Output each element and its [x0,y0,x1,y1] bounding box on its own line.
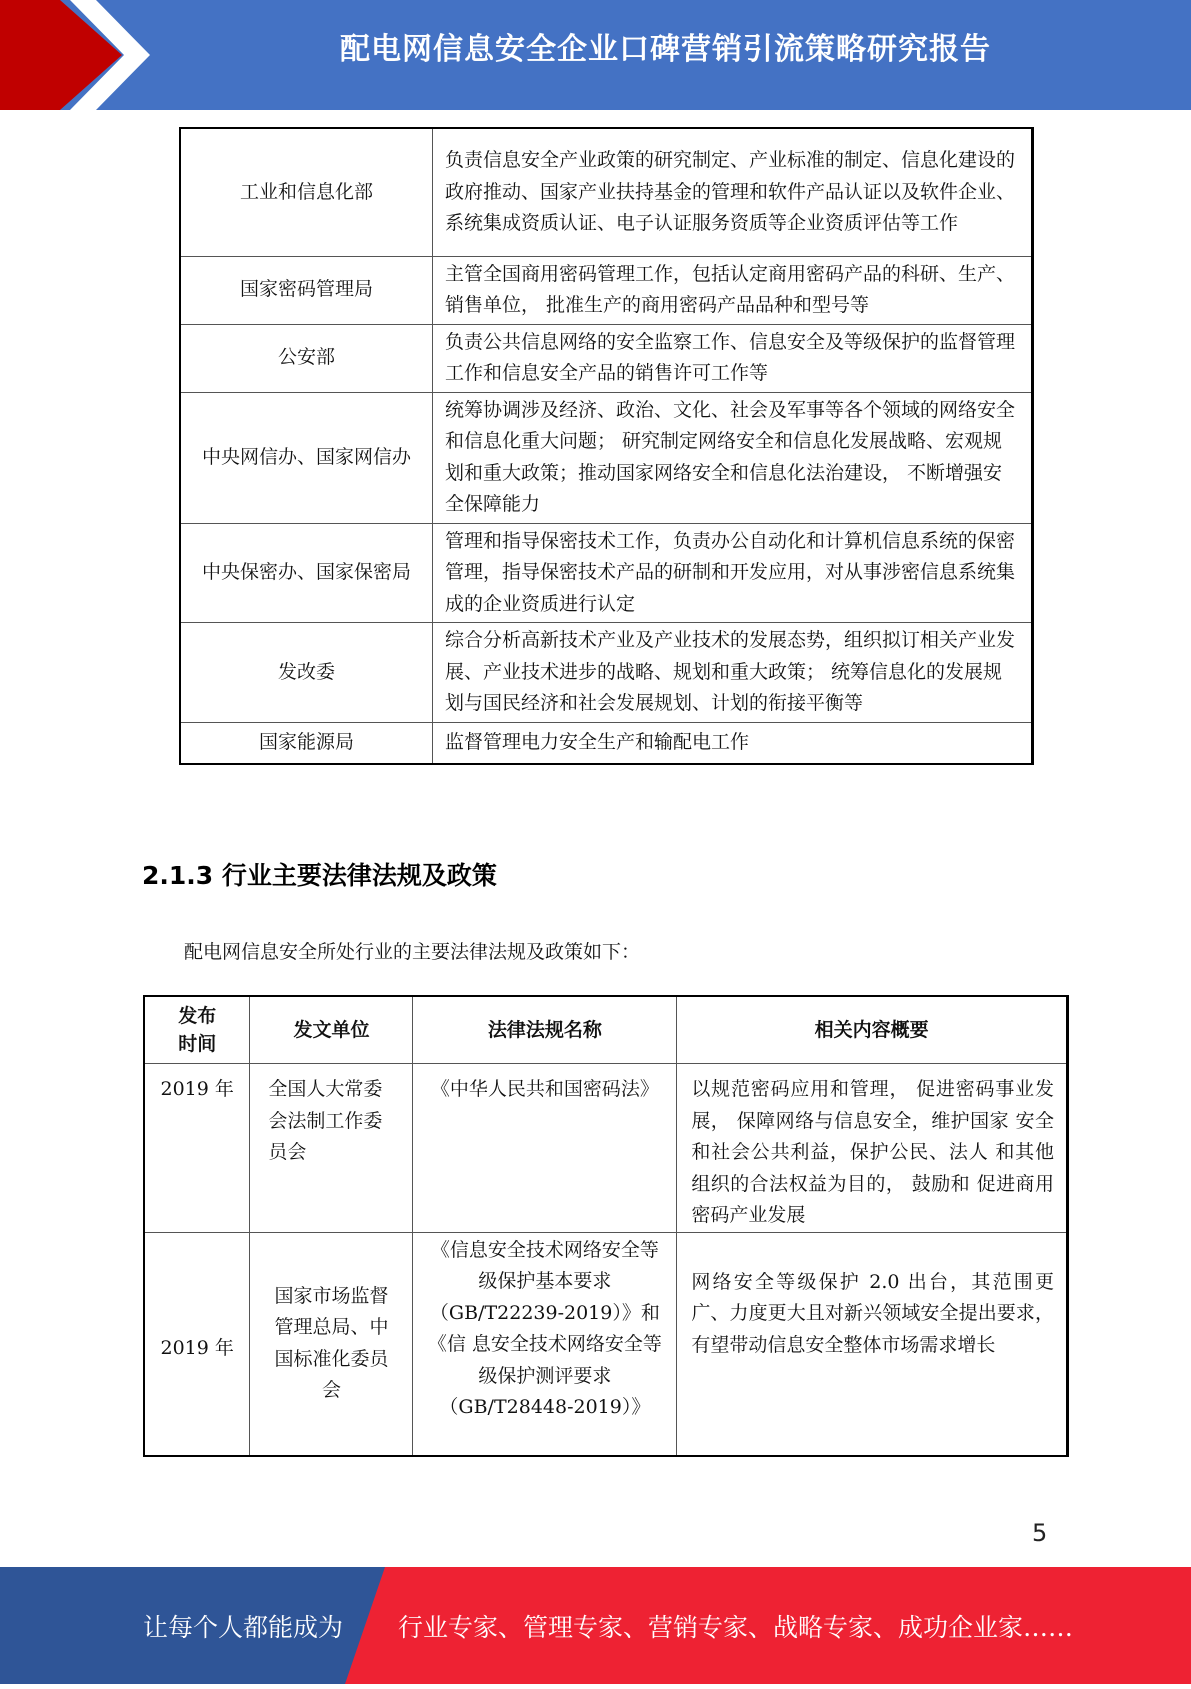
law-issuer: 全国人大常委会法制工作委员会 [250,1064,413,1233]
section-intro: 配电网信息安全所处行业的主要法律法规及政策如下： [184,941,641,963]
table-header-row [144,996,1068,1064]
law-date: 2019 年 [144,1232,250,1456]
agency-name: 国家能源局 [180,722,433,764]
law-name: 《中华人民共和国密码法》 [413,1064,677,1233]
agency-name: 中央保密办、国家保密局 [180,523,433,623]
col-header-issuer: 发文单位 [250,996,413,1064]
agency-duty: 负责信息安全产业政策的研究制定、产业标准的制定、信息化建设的政府推动、国家产业扶持基金的管理和软件产品认证以及软件企业、系统集成资质认证、电子认证服务资质等企业资质评估等工作 [433,128,1033,256]
agency-duty: 主管全国商用密码管理工作，包括认定商用密码产品的科研、生产、销售单位， 批准生产的商用密码产品品种和型号等 [433,256,1033,324]
table-row [144,1064,1068,1233]
table-row [180,392,1033,523]
page-number: 5 [1032,1519,1048,1547]
law-name: 《信息安全技术网络安全等级保护基本要求（GB/T22239-2019）》和《信 息安全技术网络安全等级保护测评要求（GB/T28448-2019）》 [413,1232,677,1456]
col-header-summary: 相关内容概要 [677,996,1068,1064]
footer-slogan-right: 行业专家、管理专家、营销专家、战略专家、成功企业家…… [398,1613,1074,1642]
agency-duty: 负责公共信息网络的安全监察工作、信息安全及等级保护的监督管理工作和信息安全产品的销售许可工作等 [433,324,1033,392]
agency-name: 公安部 [180,324,433,392]
table-row [180,128,1033,256]
col-header-date: 发布时间 [144,996,250,1064]
agency-duty: 管理和指导保密技术工作，负责办公自动化和计算机信息系统的保密管理，指导保密技术产品的研制和开发应用，对从事涉密信息系统集成的企业资质进行认定 [433,523,1033,623]
table-row [180,623,1033,723]
agency-duty: 综合分析高新技术产业及产业技术的发展态势，组织拟订相关产业发展、产业技术进步的战略、规划和重大政策； 统筹信息化的发展规划与国民经济和社会发展规划、计划的衔接平衡等 [433,623,1033,723]
agency-name: 工业和信息化部 [180,128,433,256]
law-summary: 以规范密码应用和管理， 促进密码事业发展， 保障网络与信息安全，维护国家 安全和社会公共利益，保护公民、法人 和其他组织的合法权益为目的， 鼓励和 促进商用密码产业发展 [677,1064,1068,1233]
law-summary: 网络安全等级保护 2.0 出台，其范围更广、力度更大且对新兴领域安全提出要求，有望带动信息安全整体市场需求增长 [677,1232,1068,1456]
table-row [180,256,1033,324]
page-footer [0,1567,1191,1684]
agency-name: 国家密码管理局 [180,256,433,324]
table-row [144,1232,1068,1456]
agency-name: 发改委 [180,623,433,723]
agency-duty: 统筹协调涉及经济、政治、文化、社会及军事等各个领域的网络安全和信息化重大问题； 研究制定网络安全和信息化发展战略、宏观规划和重大政策；推动国家网络安全和信息化法治建设， 不断增强安全保障能力 [433,392,1033,523]
law-date: 2019 年 [144,1064,250,1233]
table-row [180,324,1033,392]
report-title: 配电网信息安全企业口碑营销引流策略研究报告 [340,32,991,67]
regulators-table [179,127,1034,765]
agency-name: 中央网信办、国家网信办 [180,392,433,523]
agency-duty: 监督管理电力安全生产和输配电工作 [433,722,1033,764]
section-heading: 2.1.3 行业主要法律法规及政策 [142,861,497,890]
page-header [0,0,1191,110]
table-row [180,523,1033,623]
footer-slogan-left: 让每个人都能成为 [143,1613,344,1642]
laws-table [143,995,1069,1457]
table-row [180,722,1033,764]
law-issuer: 国家市场监督管理总局、中国标准化委员会 [250,1232,413,1456]
col-header-name: 法律法规名称 [413,996,677,1064]
